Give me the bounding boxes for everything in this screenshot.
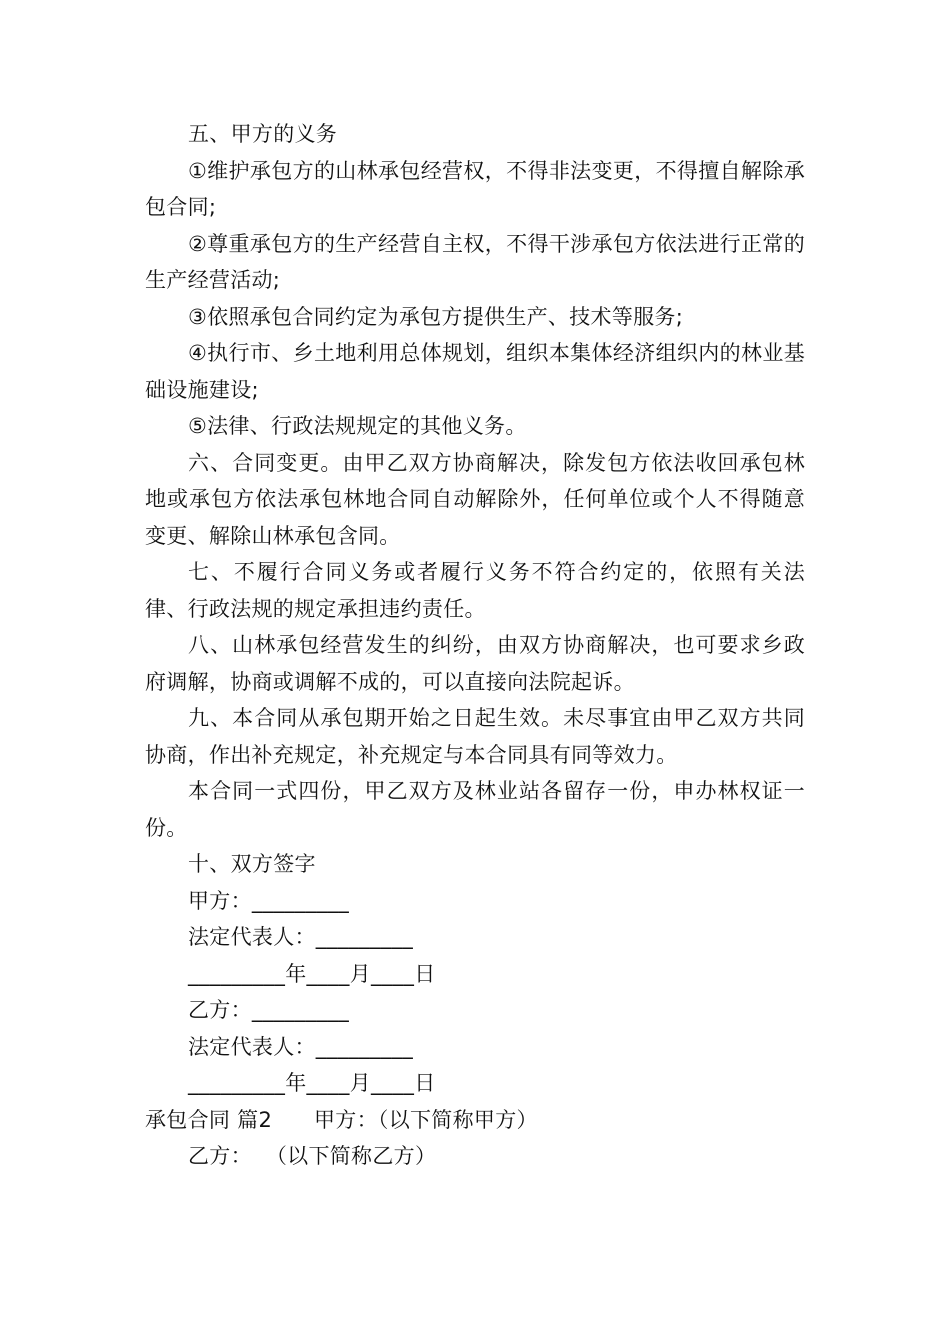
- next-section-line: [145, 1102, 805, 1139]
- signature-party-b: 乙方：_________: [188, 998, 350, 1022]
- paragraph: 七、不履行合同义务或者履行义务不符合约定的，依照有关法律、行政法规的规定承担违约责任。: [145, 560, 805, 621]
- paragraph: ④执行市、乡土地利用总体规划，组织本集体经济组织内的林业基础设施建设;: [145, 341, 805, 402]
- paragraph: ①维护承包方的山林承包经营权，不得非法变更，不得擅自解除承包合同;: [145, 158, 805, 219]
- signature-party-b-rep: 法定代表人：_________: [188, 1034, 413, 1059]
- paragraph: ⑤法律、行政法规规定的其他义务。: [188, 414, 527, 438]
- paragraph: 九、本合同从承包期开始之日起生效。未尽事宜由甲乙双方共同协商，作出补充规定，补充规定与本合同具有同等效力。: [145, 706, 805, 767]
- next-section-party-b: 乙方： （以下简称乙方）: [188, 1144, 437, 1168]
- signature-party-a: 甲方：_________: [188, 888, 350, 913]
- paragraph: 本合同一式四份，甲乙双方及林业站各留存一份，申办林权证一份。: [145, 779, 805, 840]
- paragraph: ②尊重承包方的生产经营自主权，不得干涉承包方依法进行正常的生产经营活动;: [145, 231, 805, 292]
- section-heading: 十、双方签字: [188, 852, 316, 876]
- document-body: [145, 116, 805, 1175]
- next-section-party-a: 甲方：（以下简称甲方）: [314, 1107, 538, 1132]
- signature-party-a-rep: 法定代表人：_________: [188, 925, 413, 949]
- signature-party-b-date: _________年____月____日: [188, 1071, 436, 1095]
- paragraph: 八、山林承包经营发生的纠纷，由双方协商解决，也可要求乡政府调解，协商或调解不成的，可以直接向法院起诉。: [145, 633, 805, 694]
- signature-party-a-date: _________年____月____日: [188, 961, 436, 986]
- paragraph: 六、合同变更。由甲乙双方协商解决，除发包方依法收回承包林地或承包方依法承包林地合同自动解除外，任何单位或个人不得随意变更、解除山林承包含同。: [145, 450, 805, 548]
- section-heading: 五、甲方的义务: [188, 122, 338, 146]
- paragraph: ③依照承包合同约定为承包方提供生产、技术等服务;: [188, 304, 684, 329]
- next-section-title: 承包合同 篇2: [145, 1107, 273, 1132]
